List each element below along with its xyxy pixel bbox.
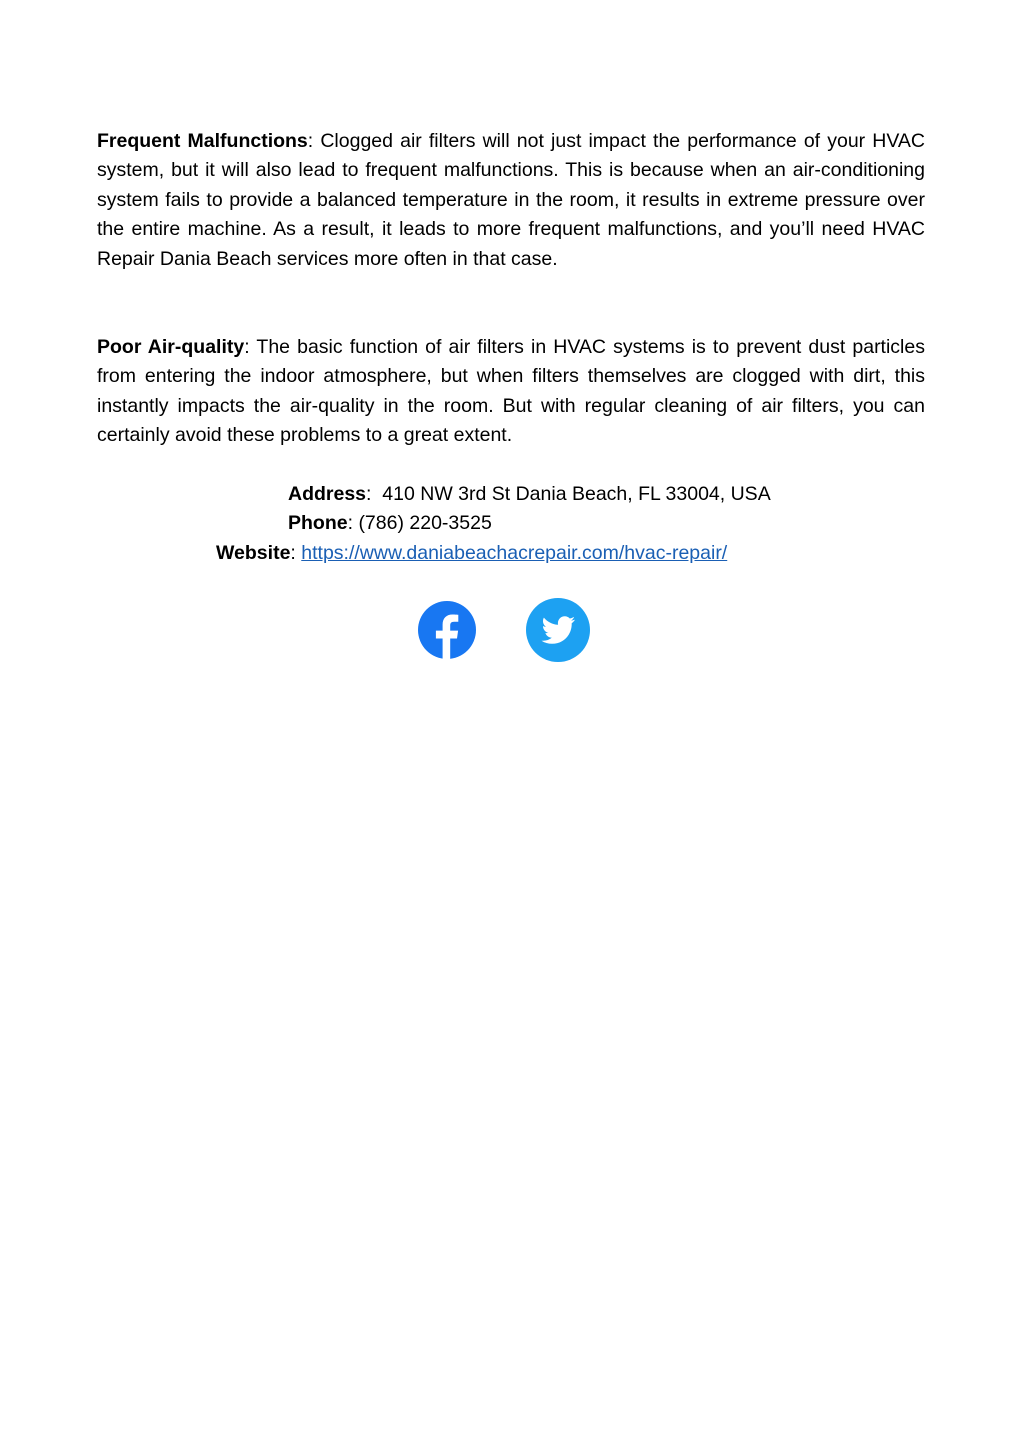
address-value: 410 NW 3rd St Dania Beach, FL 33004, USA [382, 483, 771, 505]
paragraph-poor-air-quality [97, 333, 925, 451]
heading-frequent-malfunctions: Frequent Malfunctions [97, 130, 308, 152]
heading-poor-air-quality: Poor Air-quality [97, 336, 245, 358]
website-line [216, 539, 727, 568]
paragraph-body: Clogged air filters will not just impact the performance of your HVAC system, but it will also lead to frequent malfunctions. This is because when an air-conditioning system fails to provide a balanced temperature in the room, it results in extreme pressure over the entire machine. As a result, it leads to more frequent malfunctions, and you’ll need HVAC Repair Dania Beach services more often in that case. [97, 130, 926, 270]
facebook-icon[interactable] [414, 597, 480, 663]
website-link[interactable]: https://www.daniabeachacrepair.com/hvac-repair/ [301, 542, 728, 564]
paragraph-frequent-malfunctions [97, 127, 925, 274]
website-label: Website [216, 542, 291, 564]
phone-label: Phone [288, 512, 348, 534]
phone-separator: : [347, 512, 359, 534]
heading-separator: : [307, 130, 321, 152]
paragraph-body: The basic function of air filters in HVAC systems is to prevent dust particles from entering the indoor atmosphere, but when filters themselves are clogged with dirt, this instantly impacts the air-quality in the room. But with regular cleaning of air filters, you can certainly avoid these problems to a great extent. [97, 336, 925, 447]
address-label: Address [288, 483, 367, 505]
address-line [288, 480, 771, 509]
address-separator: : [366, 483, 383, 505]
website-separator: : [290, 542, 302, 564]
phone-value: (786) 220-3525 [358, 512, 492, 534]
heading-separator: : [244, 336, 257, 358]
phone-line [288, 509, 492, 538]
twitter-icon[interactable] [525, 597, 591, 663]
